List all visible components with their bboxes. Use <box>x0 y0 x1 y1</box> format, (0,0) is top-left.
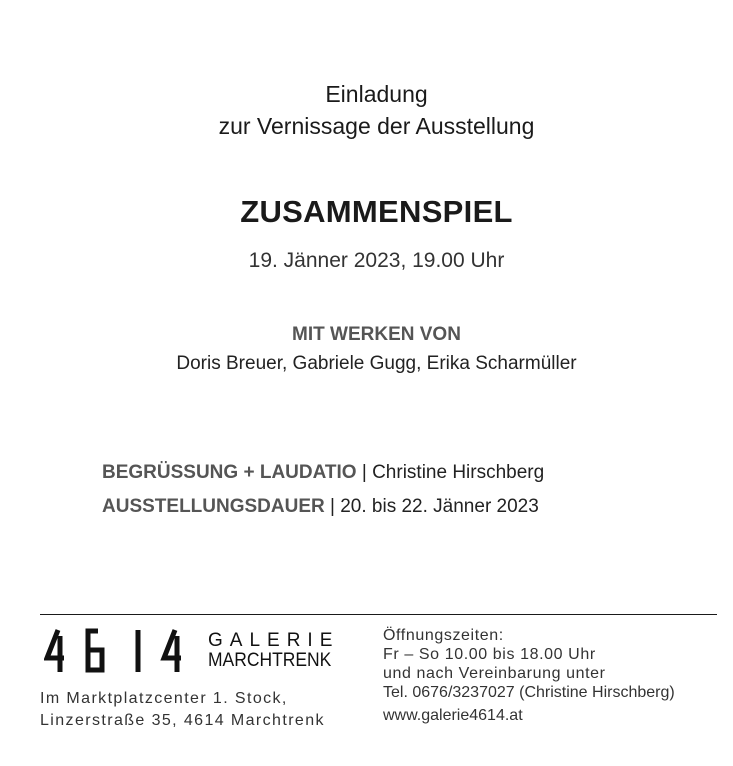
artists-names: Doris Breuer, Gabriele Gugg, Erika Scharmüller <box>176 353 577 374</box>
invitation-line-2: zur Vernissage der Ausstellung <box>218 113 535 139</box>
logo-digit-6 <box>88 631 102 670</box>
gallery-logo-name <box>208 631 342 671</box>
welcome-line <box>102 462 544 484</box>
logo-name-line-2: MARCHTRENK <box>208 650 332 671</box>
invitation-intro <box>0 78 733 142</box>
logo-name-line-1: GALERIE <box>208 630 340 651</box>
logo-number-graphic <box>44 628 190 674</box>
logo-digit-4b <box>164 630 181 672</box>
invitation-line-1: Einladung <box>325 81 428 107</box>
website-link[interactable]: www.galerie4614.at <box>383 707 523 724</box>
artists-heading: MIT WERKEN VON <box>292 324 461 345</box>
address-line-2: Linzerstraße 35, 4614 Marchtrenk <box>40 712 325 729</box>
duration-label: AUSSTELLUNGSDAUER <box>102 496 325 517</box>
welcome-value: | Christine Hirschberg <box>356 462 545 483</box>
hours-line-2: und nach Vereinbarung unter <box>383 665 606 682</box>
duration-value: | 20. bis 22. Jänner 2023 <box>324 496 539 517</box>
logo-digit-4a <box>47 630 64 672</box>
opening-hours <box>383 626 675 725</box>
exhibition-date: 19. Jänner 2023, 19.00 Uhr <box>248 249 505 272</box>
hours-telephone: Tel. 0676/3237027 (Christine Hirschberg) <box>383 684 675 701</box>
duration-line <box>102 496 539 518</box>
gallery-logo <box>44 628 190 679</box>
footer-divider <box>40 614 717 615</box>
exhibition-title: ZUSAMMENSPIEL <box>240 194 513 229</box>
gallery-address <box>40 688 325 732</box>
hours-heading: Öffnungszeiten: <box>383 627 504 644</box>
hours-line-1: Fr – So 10.00 bis 18.00 Uhr <box>383 646 596 663</box>
address-line-1: Im Marktplatzcenter 1. Stock, <box>40 690 288 707</box>
welcome-label: BEGRÜSSUNG + LAUDATIO <box>102 462 357 483</box>
